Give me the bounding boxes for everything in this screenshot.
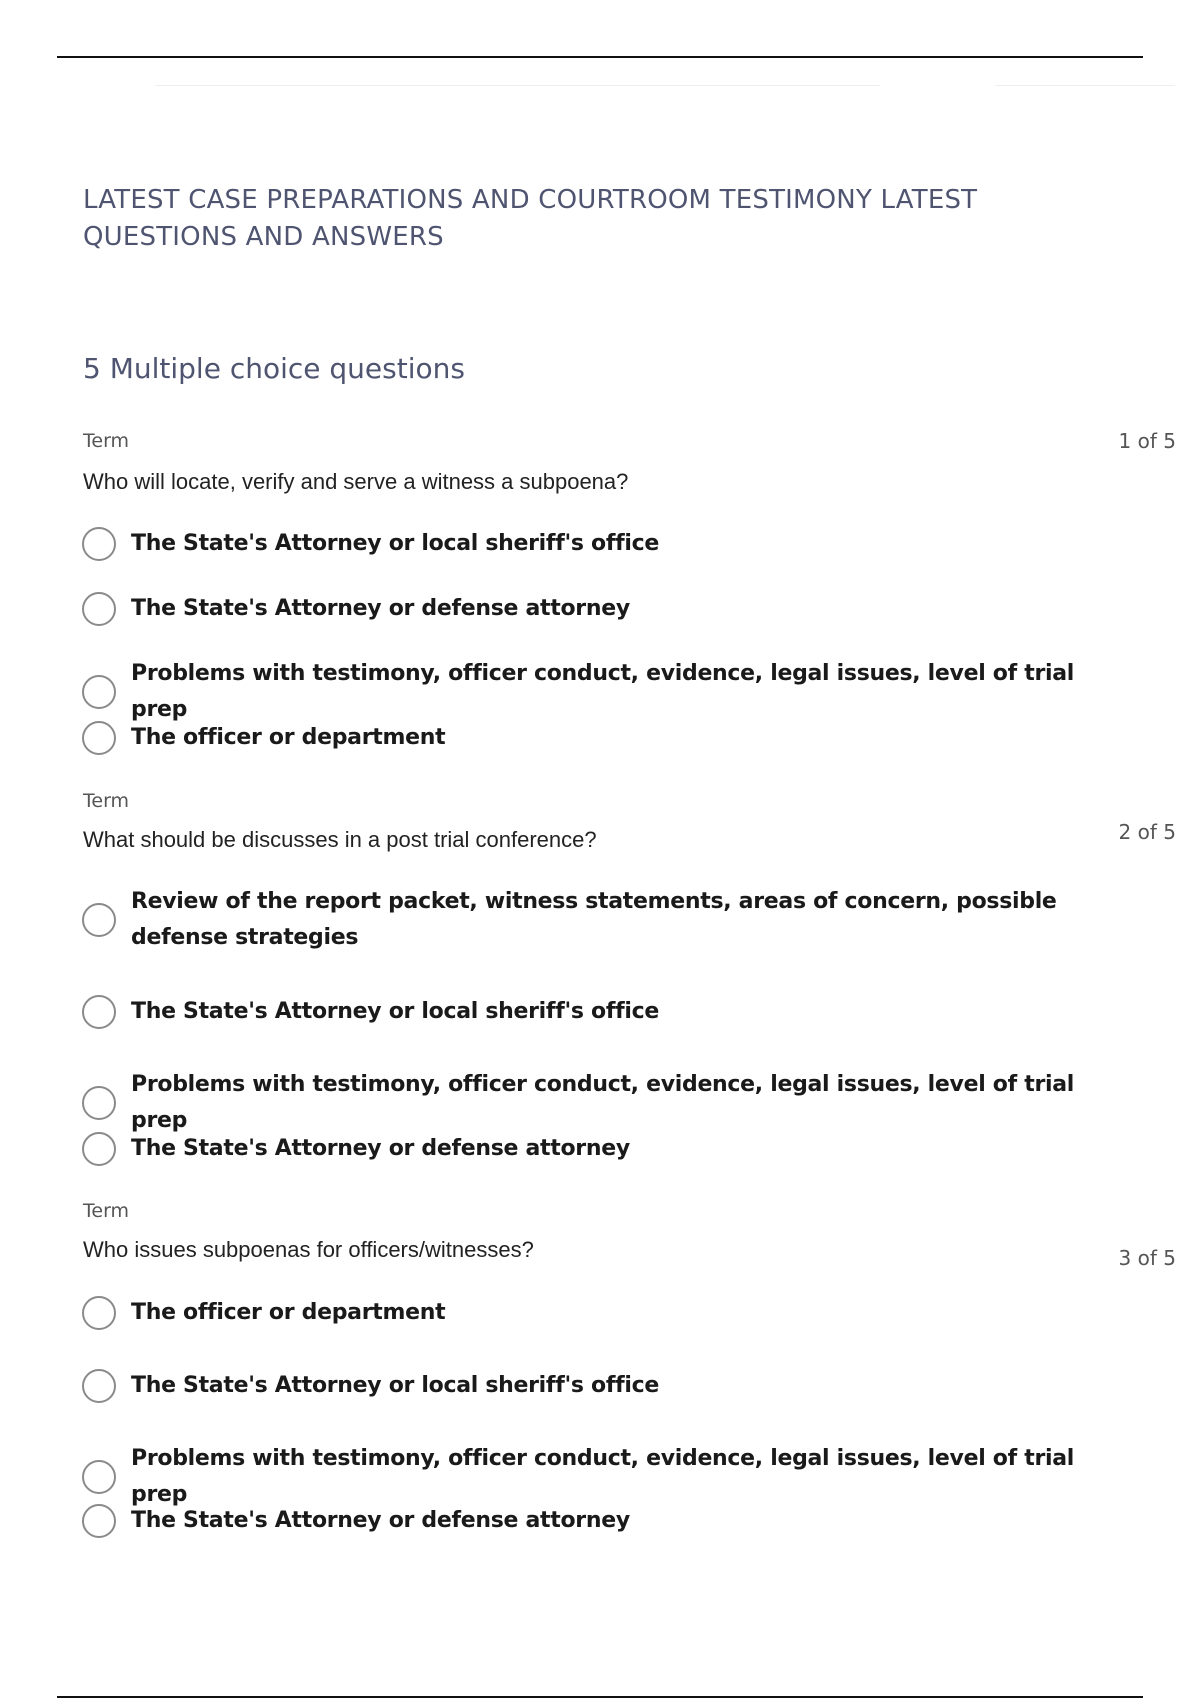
option-label: Problems with testimony, officer conduct, evidence, legal issues, level of trial prep (131, 1446, 1075, 1507)
header-divider (155, 85, 880, 86)
question-counter: 1 of 5 (1118, 429, 1176, 453)
answer-option[interactable] (82, 994, 1102, 1030)
term-label: Term (83, 790, 130, 812)
option-label: The officer or department (131, 1300, 446, 1325)
option-label: Problems with testimony, officer conduct, evidence, legal issues, level of trial prep (131, 1072, 1075, 1133)
radio-button[interactable] (82, 592, 116, 626)
answer-option[interactable] (82, 526, 1102, 562)
answer-option[interactable] (82, 1295, 1102, 1331)
section-heading: 5 Multiple choice questions (83, 352, 465, 385)
question-text: Who issues subpoenas for officers/witnesses? (83, 1237, 534, 1262)
question-counter: 3 of 5 (1118, 1246, 1176, 1270)
document-title: LATEST CASE PREPARATIONS AND COURTROOM TESTIMONY LATEST QUESTIONS AND ANSWERS (83, 185, 978, 252)
radio-button[interactable] (82, 675, 116, 709)
radio-button[interactable] (82, 1369, 116, 1403)
radio-button[interactable] (82, 1460, 116, 1494)
option-label: Problems with testimony, officer conduct, evidence, legal issues, level of trial prep (131, 661, 1075, 722)
radio-button[interactable] (82, 1086, 116, 1120)
option-label: The officer or department (131, 725, 446, 750)
answer-option[interactable] (82, 1368, 1102, 1404)
question-text: Who will locate, verify and serve a witness a subpoena? (83, 469, 629, 494)
header-divider-right (995, 85, 1175, 86)
radio-button[interactable] (82, 995, 116, 1029)
term-label: Term (83, 1200, 130, 1222)
option-label: The State's Attorney or local sheriff's office (131, 531, 660, 556)
radio-button[interactable] (82, 1504, 116, 1538)
radio-button[interactable] (82, 903, 116, 937)
answer-option[interactable] (82, 884, 1102, 956)
option-label: The State's Attorney or local sheriff's office (131, 999, 660, 1024)
option-label: Review of the report packet, witness statements, areas of concern, possible defense strategies (131, 889, 1057, 950)
option-label: The State's Attorney or defense attorney (131, 1508, 630, 1533)
question-counter: 2 of 5 (1118, 820, 1176, 844)
option-label: The State's Attorney or defense attorney (131, 596, 630, 621)
option-label: The State's Attorney or local sheriff's office (131, 1373, 660, 1398)
radio-button[interactable] (82, 721, 116, 755)
answer-option[interactable] (82, 720, 1102, 756)
radio-button[interactable] (82, 527, 116, 561)
answer-option[interactable] (82, 1067, 1102, 1139)
question-text: What should be discusses in a post trial conference? (83, 827, 597, 852)
top-rule (57, 56, 1143, 58)
answer-option[interactable] (82, 591, 1102, 627)
term-label: Term (83, 430, 130, 452)
bottom-rule (57, 1696, 1143, 1698)
radio-button[interactable] (82, 1132, 116, 1166)
option-label: The State's Attorney or defense attorney (131, 1136, 630, 1161)
answer-option[interactable] (82, 656, 1102, 728)
answer-option[interactable] (82, 1131, 1102, 1167)
radio-button[interactable] (82, 1296, 116, 1330)
answer-option[interactable] (82, 1503, 1102, 1539)
